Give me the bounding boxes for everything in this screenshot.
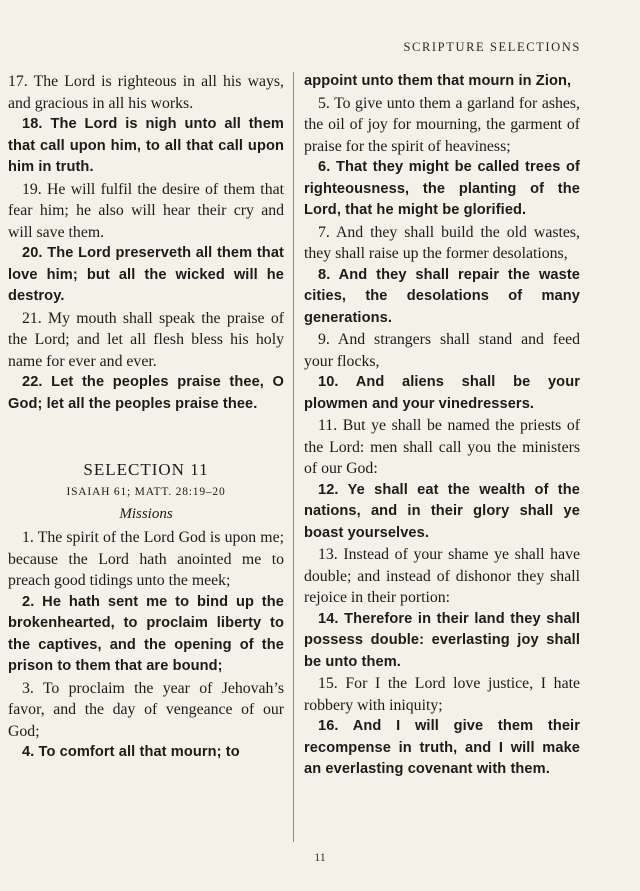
verse: 19. He will fulfil the desire of them that fear him; he also will hear their cry and will save them. bbox=[8, 180, 284, 241]
verse: 7. And they shall build the old wastes, they shall raise up the former desolations, bbox=[304, 223, 580, 262]
verse: 3. To proclaim the year of Jehovah’s favor, and the day of vengeance of our God; bbox=[8, 679, 284, 740]
verse: 17. The Lord is righteous in all his ways, and gracious in all his works. bbox=[8, 73, 284, 112]
verse: 2. He hath sent me to bind up the brokenhearted, to proclaim liberty to the captives, and the opening of the prison to them that are bound; bbox=[8, 593, 284, 674]
verse: 13. Instead of your shame ye shall have double; and instead of dishonor they shall rejoice in their portion: bbox=[304, 546, 580, 606]
verse: 6. That they might be called trees of righteousness, the planting of the Lord, that he might be glorified. bbox=[304, 159, 580, 218]
verse: 5. To give unto them a garland for ashes, the oil of joy for mourning, the garment of praise for the spirit of heaviness; bbox=[304, 94, 580, 155]
verses-top bbox=[8, 71, 284, 415]
verse: 4. To comfort all that mourn; to bbox=[22, 744, 240, 760]
verse: 15. For I the Lord love justice, I hate robbery with iniquity; bbox=[304, 675, 580, 714]
selection-subtitle: Missions bbox=[119, 506, 173, 522]
running-head: SCRIPTURE SELECTIONS bbox=[403, 40, 581, 54]
verse: 22. Let the peoples praise thee, O God; let all the peoples praise thee. bbox=[8, 374, 284, 412]
verses-bottom bbox=[8, 527, 284, 764]
verse: 8. And they shall repair the waste cities, the desolations of many generations. bbox=[304, 266, 580, 326]
verse: 1. The spirit of the Lord God is upon me; because the Lord hath anointed me to preach good tidings unto the meek; bbox=[8, 529, 284, 589]
selection-title: SELECTION 11 bbox=[83, 460, 209, 479]
verse: 21. My mouth shall speak the praise of the Lord; and let all flesh bless his holy name for ever and ever. bbox=[8, 309, 284, 370]
right-column bbox=[304, 71, 580, 781]
verse: 12. Ye shall eat the wealth of the nations, and in their glory shall ye boast yourselves. bbox=[304, 481, 580, 541]
page-number: 11 bbox=[314, 850, 326, 864]
verse: 9. And strangers shall stand and feed your flocks, bbox=[304, 331, 580, 370]
selection-reference: ISAIAH 61; MATT. 28:19–20 bbox=[66, 486, 226, 498]
verse: 20. The Lord preserveth all them that love him; but all the wicked will he destroy. bbox=[8, 245, 284, 304]
verse: 14. Therefore in their land they shall possess double: everlasting joy shall be unto them. bbox=[304, 610, 580, 670]
left-column bbox=[8, 71, 284, 764]
column-divider bbox=[293, 72, 294, 842]
verse: 16. And I will give them their recompense in truth, and I will make an everlasting covenant with them. bbox=[304, 718, 580, 777]
verse: 11. But ye shall be named the priests of the Lord: men shall call you the ministers of our God: bbox=[304, 417, 580, 477]
verse-continuation: appoint unto them that mourn in Zion, bbox=[304, 73, 572, 89]
verse: 18. The Lord is nigh unto all them that call upon him, to all that call upon him in truth. bbox=[8, 116, 284, 175]
verse: 10. And aliens shall be your plowmen and your vinedressers. bbox=[304, 374, 580, 412]
